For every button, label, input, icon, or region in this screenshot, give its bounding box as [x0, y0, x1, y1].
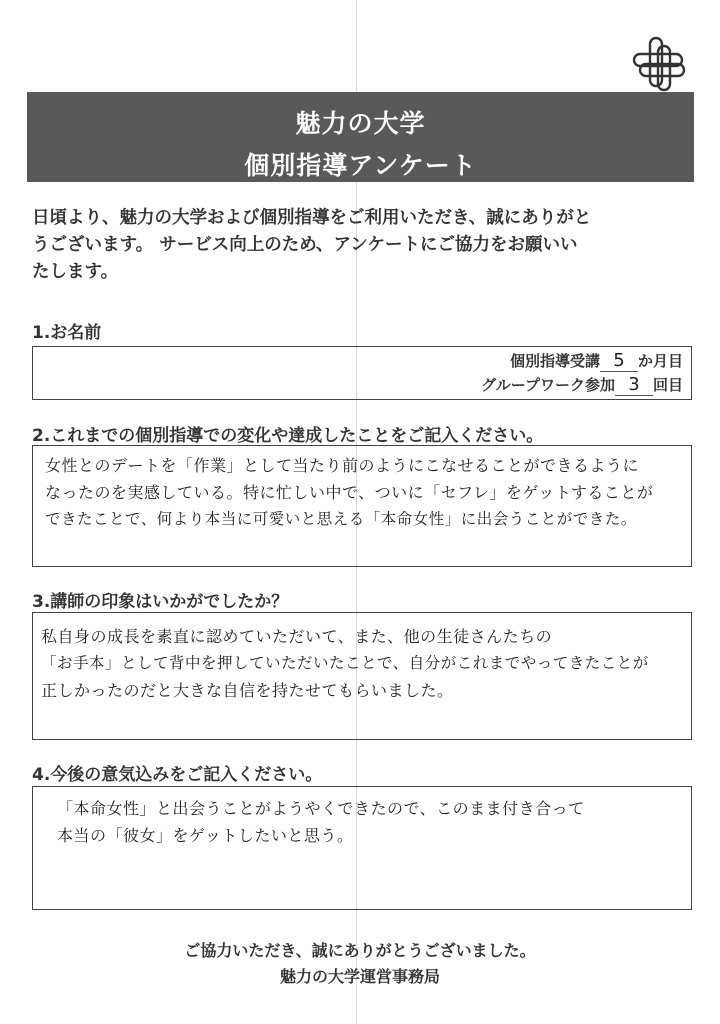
- group-label: グループワーク参加: [481, 376, 615, 394]
- group-row: [481, 374, 683, 396]
- q1-title: 1.お名前: [32, 323, 102, 343]
- answer-line: 本当の「彼女」をゲットしたいと思う。: [57, 826, 354, 845]
- answer-line: 「本命女性」と出会うことがようやくできたので、このまま付き合って: [57, 799, 585, 818]
- header-subtitle: 個別指導アンケート: [244, 151, 477, 180]
- q2-title: 2.これまでの個別指導での変化や達成したことをご記入ください。: [32, 426, 544, 446]
- answer-line: 私自身の成長を素直に認めていただいて、また、他の生徒さんたちの: [41, 627, 553, 646]
- intro-text: [32, 205, 692, 286]
- footer-thanks: ご協力いただき、誠にありがとうございました。: [184, 941, 536, 960]
- months-unit: か月目: [637, 352, 683, 370]
- answer-line: 女性とのデートを「作業」として当たり前のようにこなせることができるように: [45, 456, 640, 475]
- q4-title: 4.今後の意気込みをご記入ください。: [32, 765, 323, 785]
- intro-line: たします。: [32, 262, 119, 282]
- footer-office: 魅力の大学運営事務局: [279, 967, 440, 986]
- q3-answer-box: [32, 612, 692, 740]
- answer-line: 「お手本」として背中を押していただいたことで、自分がこれまでやってきたことが: [41, 654, 649, 672]
- q3-title: 3.講師の印象はいかがでしたか？: [32, 592, 289, 612]
- q4-answer-box: [32, 786, 692, 910]
- answer-line: 正しかったのだと大きな自信を持たせてもらいました。: [41, 681, 454, 700]
- survey-header: [27, 92, 694, 182]
- months-row: [510, 350, 683, 372]
- answer-line: できたことで、何より本当に可愛いと思える「本命女性」に出会うことができた。: [45, 510, 637, 528]
- months-label: 個別指導受講: [509, 352, 600, 370]
- answer-line: なったのを実感している。特に忙しい中で、ついに「セフレ」をゲットすることが: [45, 483, 654, 502]
- intro-line: 日頃より、魅力の大学および個別指導をご利用いただき、誠にありがと: [32, 208, 592, 228]
- months-value: 5: [600, 350, 638, 372]
- intro-line: うございます。 サービス向上のため、アンケートにご協力をお願いい: [32, 235, 578, 255]
- plus-logo-icon: [630, 34, 690, 94]
- group-value: 3: [615, 374, 653, 396]
- header-title: 魅力の大学: [295, 109, 426, 138]
- name-box: [32, 346, 692, 400]
- group-unit: 回目: [652, 376, 683, 394]
- q2-answer-box: [32, 445, 692, 567]
